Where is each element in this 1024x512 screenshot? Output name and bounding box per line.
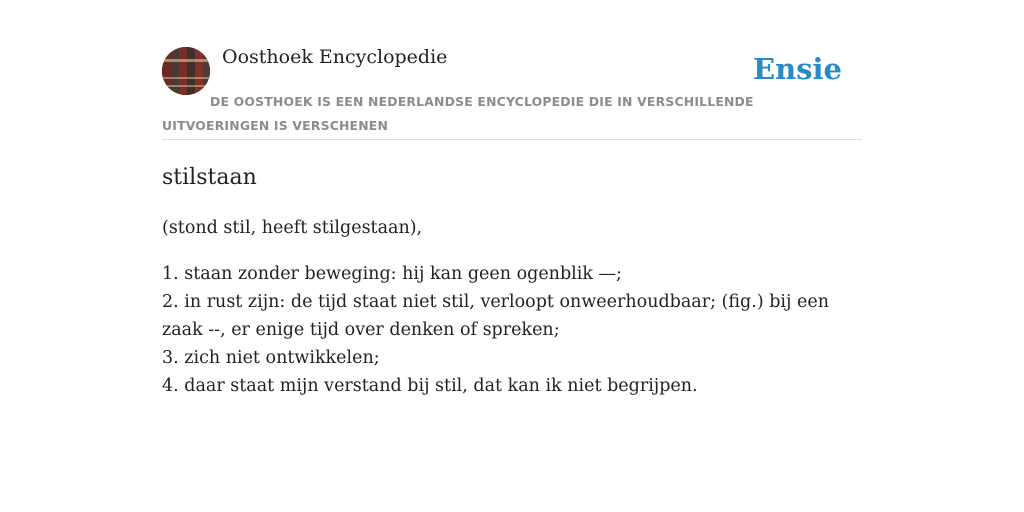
entry-forms: (stond stil, heeft stilgestaan),	[162, 218, 423, 238]
source-name-link[interactable]: Oosthoek Encyclopedie	[222, 46, 448, 68]
meanings-list	[162, 260, 862, 400]
meaning-item: 3. zich niet ontwikkelen;	[162, 348, 380, 368]
meaning-item: 2. in rust zijn: de tijd staat niet stil, verloopt onweerhoudbaar; (fig.) bij een zaak --, er enige tijd over denken of spreken;	[162, 292, 829, 340]
entry-content	[162, 160, 862, 400]
book-spines-icon[interactable]	[162, 47, 210, 95]
meaning-item: 4. daar staat mijn verstand bij stil, dat kan ik niet begrijpen.	[162, 376, 698, 396]
entry-term: stilstaan	[162, 165, 257, 190]
source-tagline: DE OOSTHOEK IS EEN NEDERLANDSE ENCYCLOPEDIE DIE IN VERSCHILLENDE UITVOERINGEN IS VERSCHENEN	[162, 94, 754, 133]
meaning-item: 1. staan zonder beweging: hij kan geen ogenblik —;	[162, 264, 622, 284]
ensie-logo-link[interactable]: Ensie	[753, 52, 842, 86]
source-header	[162, 40, 862, 140]
